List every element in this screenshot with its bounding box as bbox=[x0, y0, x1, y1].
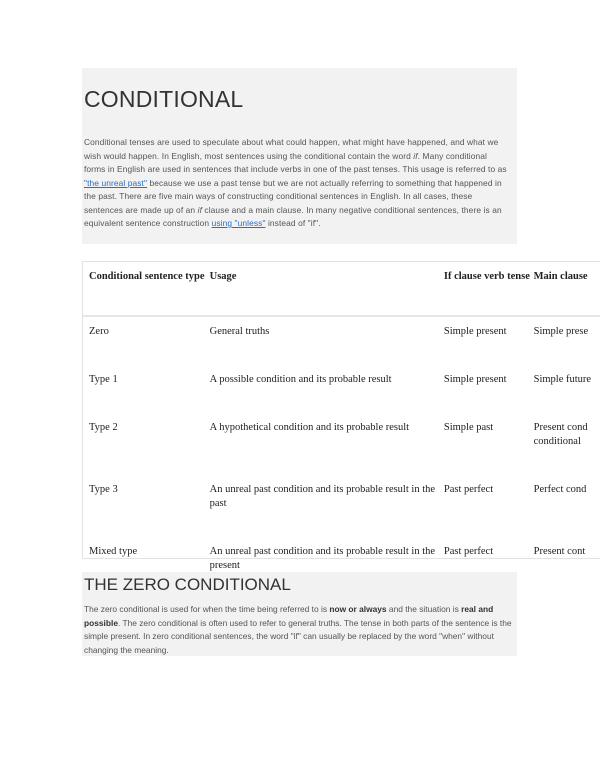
using-unless-link[interactable]: using "unless" bbox=[211, 218, 266, 228]
zero-conditional-section bbox=[82, 572, 517, 656]
cell-if-tense: Simple present bbox=[443, 374, 507, 385]
cell-usage: General truths bbox=[209, 326, 270, 337]
table-row bbox=[83, 317, 600, 365]
conditional-types-table bbox=[82, 261, 600, 571]
header-type: Conditional sentence type bbox=[89, 271, 205, 282]
intro-section bbox=[82, 68, 517, 244]
header-main-clause: Main clause bbox=[533, 271, 588, 282]
cell-type: Zero bbox=[89, 326, 109, 337]
header-if-clause: If clause verb tense bbox=[443, 271, 530, 282]
table-row bbox=[83, 475, 600, 537]
cell-main-clause: Simple prese bbox=[533, 326, 589, 337]
intro-paragraph: Conditional tenses are used to speculate about what could happen, what might have happened, and what we wish would happen. In English, most sentences using the conditional contain the word if. Many conditional forms in English are used in sentences that include verbs in one of the past tenses. This usage is referred to as "the unreal past" because we use a past tense but we are not actually referring to something that happened in the past. There are five main ways of constructing conditional sentences in English. In all cases, these sentences are made up of an if clause and a main clause. In many negative conditional sentences, there is an equivalent sentence construction using "unless" instead of "if". bbox=[84, 137, 507, 228]
table-row bbox=[83, 365, 600, 413]
header-usage: Usage bbox=[209, 271, 237, 282]
zero-conditional-paragraph: The zero conditional is used for when the time being referred to is now or always and the situation is real and possible. The zero conditional is often used to refer to general truths. The tense in both parts of the sentence is the simple present. In zero conditional sentences, the word "if" can usually be replaced by the word "when" without changing the meaning. bbox=[84, 604, 512, 655]
cell-main-clause: Perfect cond bbox=[533, 484, 587, 495]
cell-main-clause: Present cond conditional bbox=[533, 422, 588, 447]
cell-type: Type 2 bbox=[89, 422, 118, 433]
cell-type: Type 3 bbox=[89, 484, 118, 495]
cell-type: Type 1 bbox=[89, 374, 118, 385]
cell-if-tense: Simple present bbox=[443, 326, 507, 337]
table bbox=[83, 262, 600, 585]
cell-if-tense: Simple past bbox=[443, 422, 494, 433]
cell-usage: An unreal past condition and its probable result in the past bbox=[209, 484, 436, 509]
cell-main-clause: Simple future bbox=[533, 374, 592, 385]
table-header-row bbox=[83, 262, 600, 317]
table-row bbox=[83, 413, 600, 475]
page-title: CONDITIONAL bbox=[84, 86, 244, 112]
cell-usage: An unreal past condition and its probable result in the present bbox=[209, 546, 436, 571]
cell-if-tense: Past perfect bbox=[443, 546, 494, 557]
section-title: THE ZERO CONDITIONAL bbox=[84, 575, 291, 594]
cell-if-tense: Past perfect bbox=[443, 484, 494, 495]
cell-main-clause: Present cont bbox=[533, 546, 586, 557]
cell-type: Mixed type bbox=[89, 546, 138, 557]
cell-usage: A possible condition and its probable result bbox=[209, 374, 392, 385]
cell-usage: A hypothetical condition and its probable result bbox=[209, 422, 410, 433]
unreal-past-link[interactable]: "the unreal past" bbox=[84, 177, 148, 188]
